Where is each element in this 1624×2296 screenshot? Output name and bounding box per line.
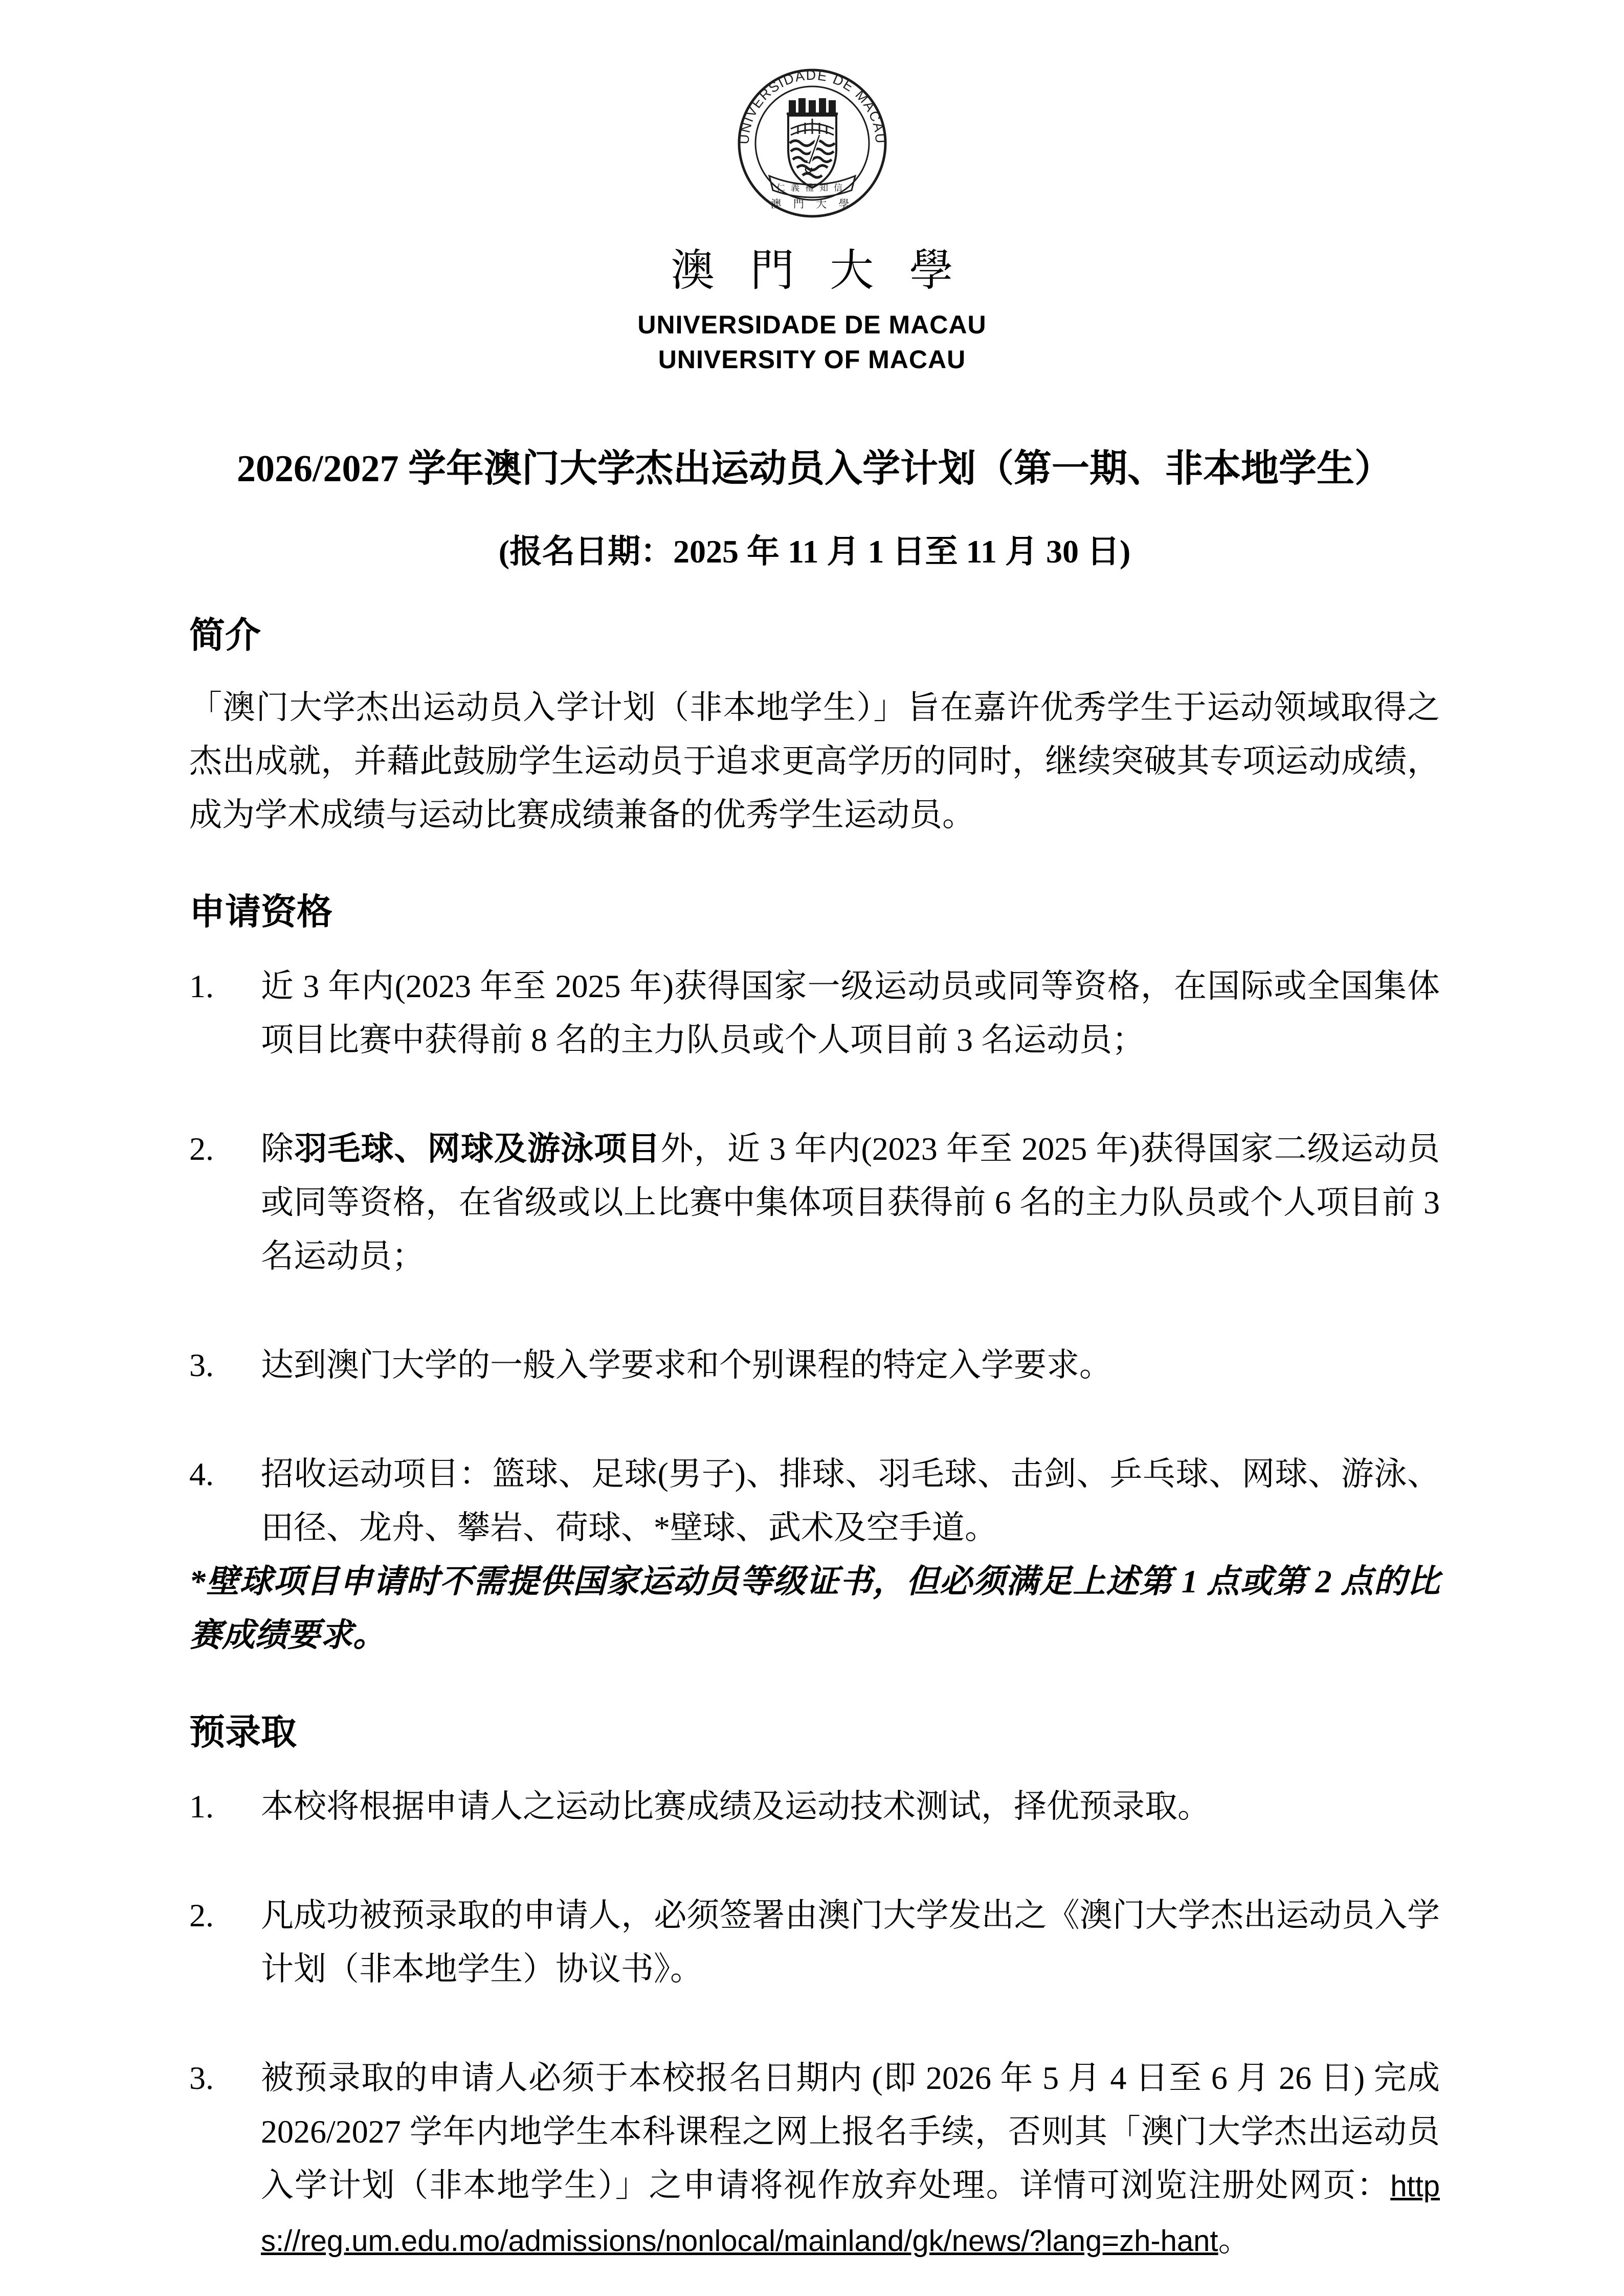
item-text: 凡成功被预录取的申请人，必须签署由澳门大学发出之《澳门大学杰出运动员入学计划（非本地学生）协议书》。 <box>261 1897 1440 1987</box>
item-number: 3. <box>189 1347 214 1383</box>
preadmission-list <box>189 1780 1440 2268</box>
item-text <box>261 2051 1440 2268</box>
seal-motto-text: 仁義禮知信 <box>776 183 848 193</box>
item-text-emphasis: 羽毛球、网球及游泳项目 <box>294 1131 661 1167</box>
seal-ring-text-top: UNIVERSIDADE DE MACAU <box>736 67 888 145</box>
section-intro-heading: 简介 <box>189 616 261 656</box>
doc-subtitle: (报名日期：2025 年 11 月 1 日至 11 月 30 日) <box>498 533 1131 570</box>
doc-title: 2026/2027 学年澳门大学杰出运动员入学计划（第一期、非本地学生） <box>236 448 1393 490</box>
item-number: 2. <box>189 1897 214 1933</box>
item-text-prefix: 除 <box>261 1131 295 1167</box>
preadmission-item-3 <box>189 2051 1440 2268</box>
item-text: 本校将根据申请人之运动比赛成绩及运动技术测试，择优预录取。 <box>261 1788 1210 1825</box>
university-cjk-name: 澳 門 大 學 <box>671 246 966 295</box>
item-number: 2. <box>189 1131 214 1167</box>
eligibility-item-2 <box>189 1122 1440 1283</box>
um-seal-icon <box>736 66 889 220</box>
intro-paragraph: 「澳门大学杰出运动员入学计划（非本地学生）」旨在嘉许优秀学生于运动领域取得之杰出成就，并藉此鼓励学生运动员于追求更高学历的同时，继续突破其专项运动成绩，成为学术成绩与运动比赛成绩兼备的优秀学生运动员。 <box>189 689 1440 833</box>
eligibility-item-3 <box>189 1338 1440 1392</box>
document-body <box>0 445 1624 2268</box>
university-name-pt: UNIVERSIDADE DE MACAU <box>637 310 987 339</box>
item-text <box>261 1122 1440 1283</box>
seal-ring-text-bottom: 澳 門 大 學 <box>770 198 854 210</box>
eligibility-item-1 <box>189 959 1440 1067</box>
preadmission-item-2 <box>189 1888 1440 1996</box>
item-text-suffix: 外，近 3 年内(2023 年至 2025 年)获得国家二级运动员或同等资格，在省级或以上比赛中集体项目获得前 6 名的主力队员或个人项目前 3 名运动员； <box>261 1131 1440 1274</box>
item-number: 1. <box>189 1788 214 1825</box>
letterhead <box>0 0 1624 375</box>
section-eligibility-heading: 申请资格 <box>189 893 332 932</box>
item-number: 4. <box>189 1456 214 1492</box>
item-text: 招收运动项目：篮球、足球(男子)、排球、羽毛球、击剑、乒乓球、网球、游泳、田径、龙舟、攀岩、荷球、*壁球、武术及空手道。 <box>261 1456 1440 1546</box>
eligibility-list <box>189 959 1440 1662</box>
item-number: 3. <box>189 2060 214 2096</box>
item-text: 近 3 年内(2023 年至 2025 年)获得国家一级运动员或同等资格，在国际或全国集体项目比赛中获得前 8 名的主力队员或个人项目前 3 名运动员； <box>261 968 1440 1058</box>
seal-bridge <box>791 119 834 135</box>
registry-link[interactable]: https://reg.um.edu.mo/admissions/nonlocal/mainland/gk/news/?lang=zh-hant <box>261 2170 1440 2258</box>
eligibility-note: *壁球项目申请时不需提供国家运动员等级证书，但必须满足上述第 1 点或第 2 点的比赛成绩要求。 <box>189 1563 1440 1653</box>
item-text-period: 。 <box>1218 2222 1251 2258</box>
section-preadmission-heading: 预录取 <box>189 1713 297 1752</box>
seal-castle-towers <box>787 98 838 115</box>
eligibility-item-4 <box>189 1447 1440 1555</box>
item-number: 1. <box>189 968 214 1004</box>
university-name-en: UNIVERSITY OF MACAU <box>658 345 966 374</box>
item-text: 达到澳门大学的一般入学要求和个别课程的特定入学要求。 <box>261 1347 1112 1383</box>
item-text-body: 被预录取的申请人必须于本校报名日期内 (即 2026 年 5 月 4 日至 6 月 26 日) 完成 2026/2027 学年内地学生本科课程之网上报名手续，否则其「澳门大学杰出运动员入学计划（非本地学生）」之申请将视作放弃处理。详情可浏览注册处网页： <box>261 2060 1440 2203</box>
preadmission-item-1 <box>189 1780 1440 1833</box>
